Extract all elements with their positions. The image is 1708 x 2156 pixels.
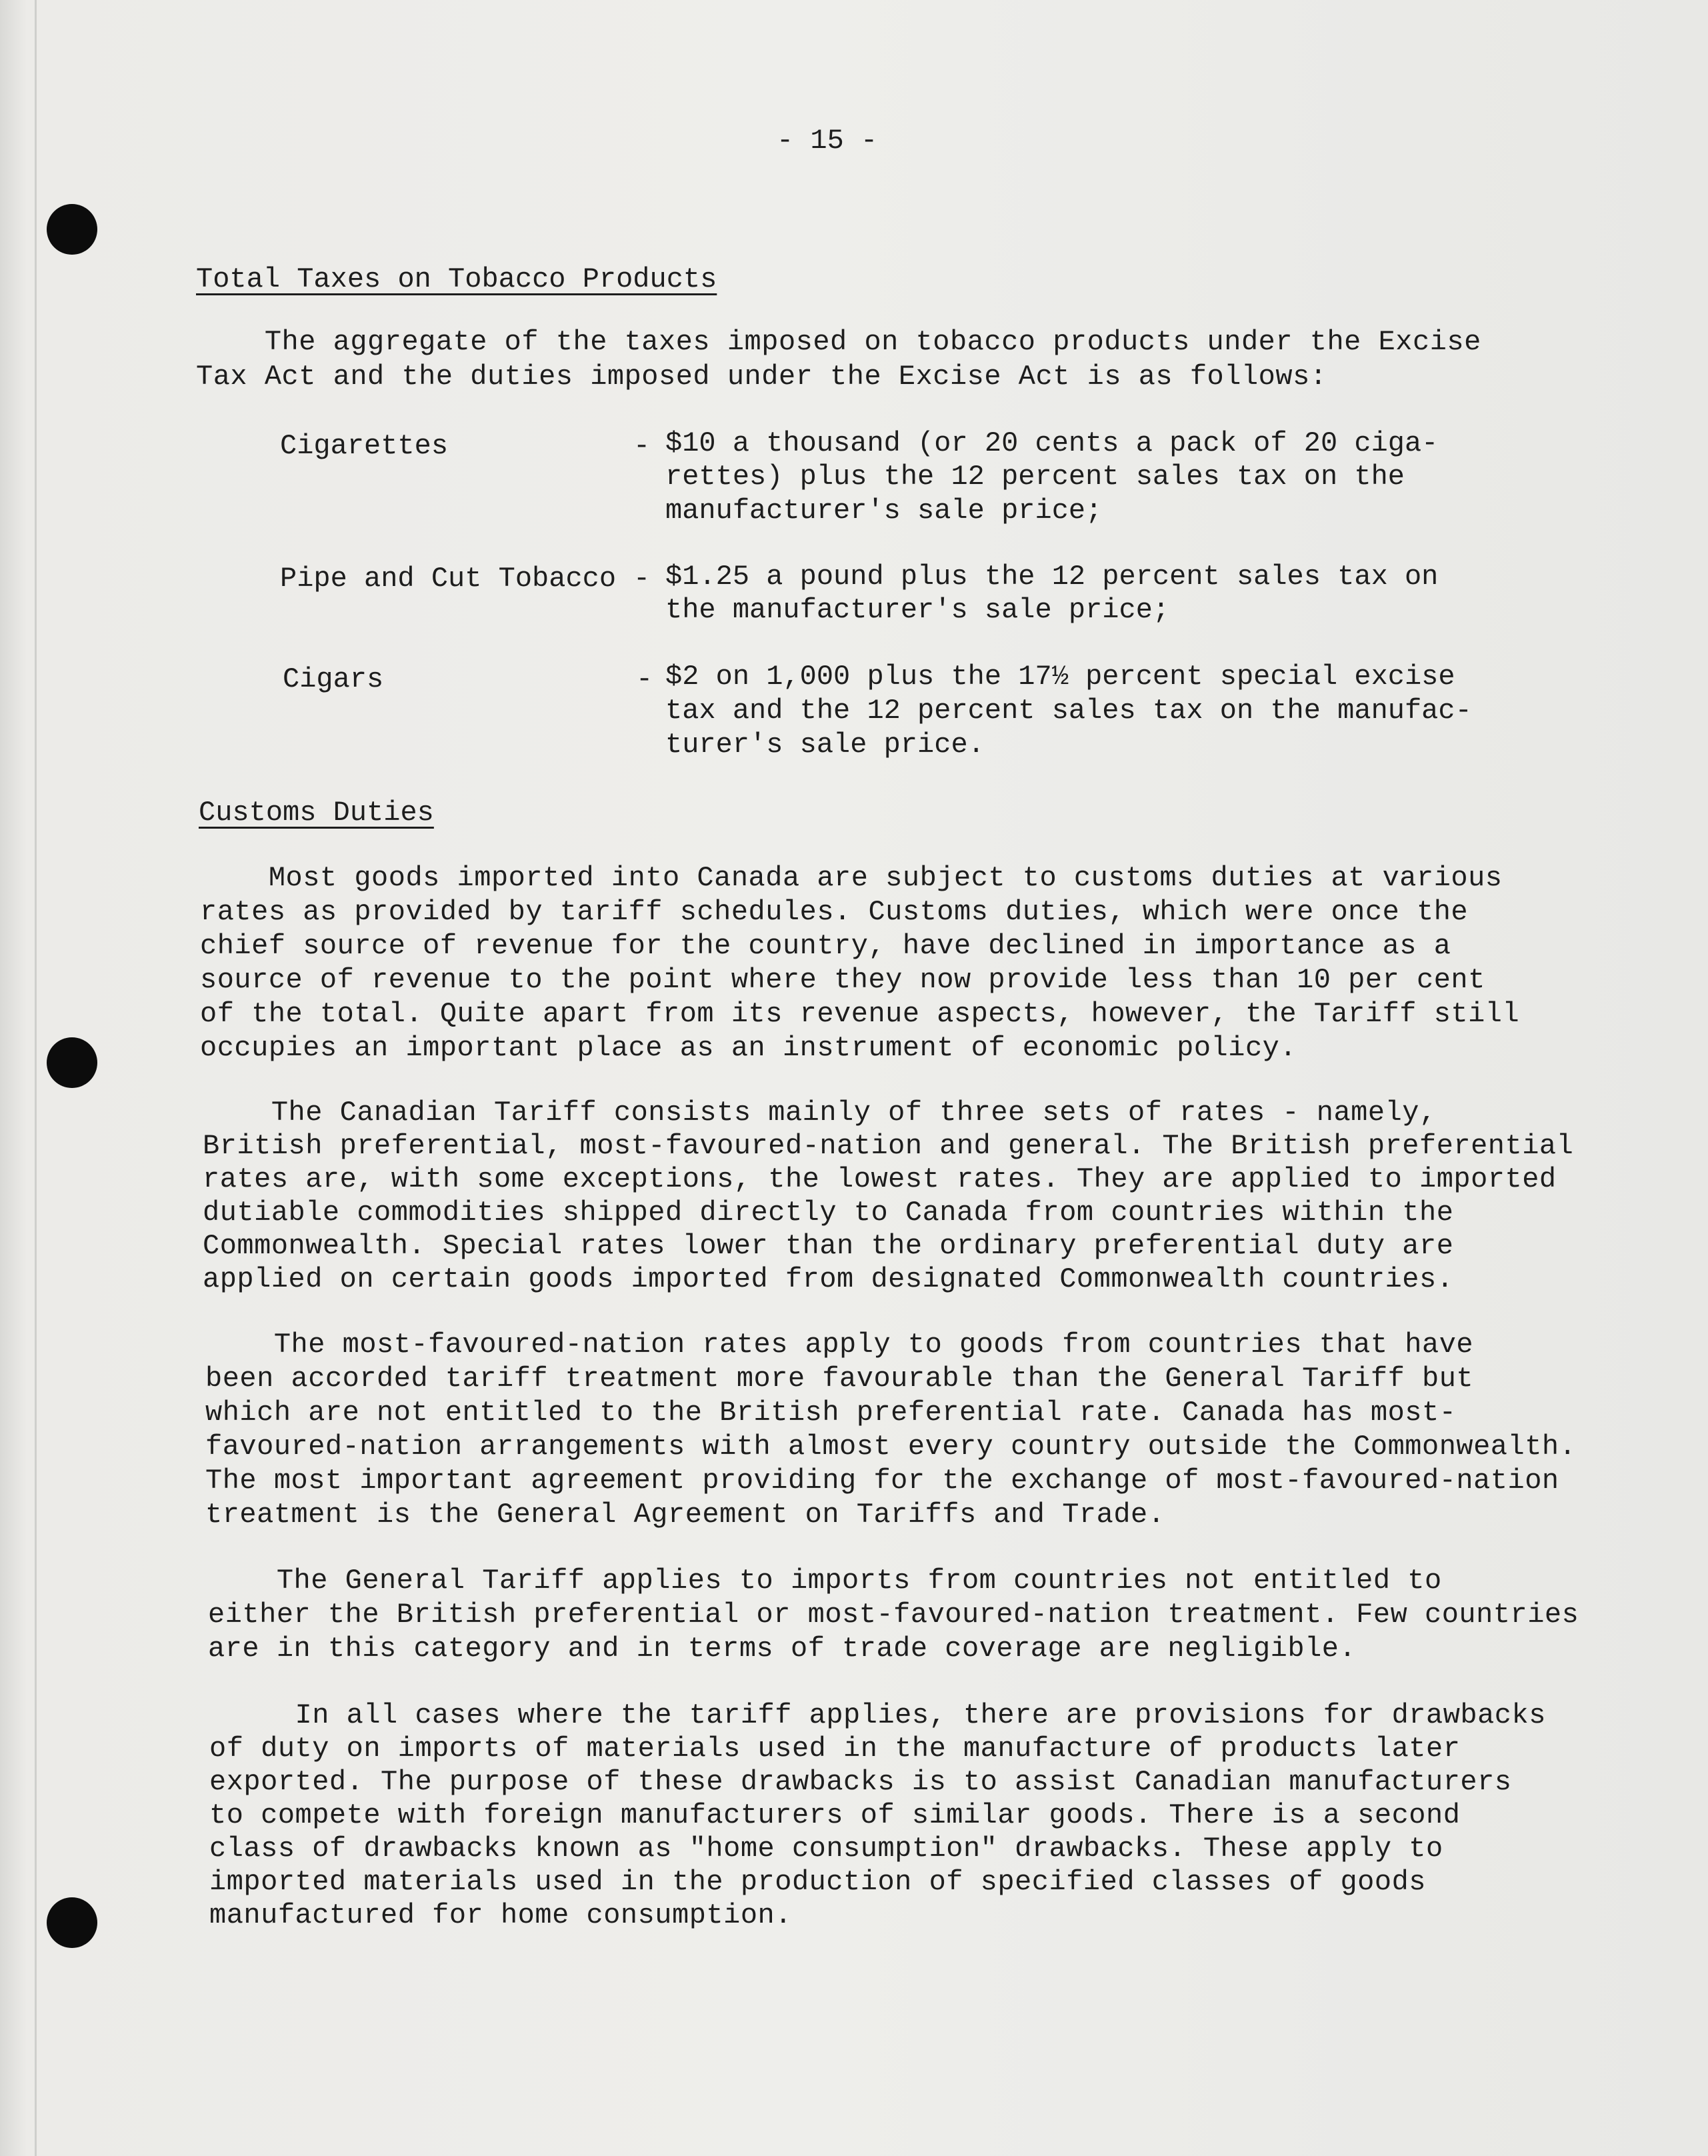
paragraph-line: of duty on imports of materials used in the manufacture of products later — [209, 1733, 1461, 1765]
paragraph-line: British preferential, most-favoured-nation and general. The British preferential — [203, 1130, 1574, 1162]
item-desc-line: $10 a thousand (or 20 cents a pack of 20 ciga- — [665, 427, 1439, 459]
paragraph-line: rates as provided by tariff schedules. Customs duties, which were once the — [200, 896, 1469, 928]
paragraph-line: class of drawbacks known as "home consumption" drawbacks. These apply to — [209, 1833, 1443, 1865]
paragraph-line: are in this category and in terms of trade coverage are negligible. — [208, 1633, 1357, 1665]
paragraph-line: which are not entitled to the British preferential rate. Canada has most- — [205, 1397, 1457, 1429]
item-desc-line: $2 on 1,000 plus the 17½ percent special excise — [665, 661, 1455, 693]
paragraph-line: The most-favoured-nation rates apply to goods from countries that have — [205, 1329, 1474, 1361]
paragraph-line: of the total. Quite apart from its revenue aspects, however, the Tariff still — [200, 998, 1520, 1030]
binder-hole-bottom — [47, 1897, 97, 1948]
item-desc-line: turer's sale price. — [665, 729, 985, 761]
tobacco-intro-line-2: Tax Act and the duties imposed under the Excise Act is as follows: — [196, 361, 1327, 393]
section-heading-customs: Customs Duties — [199, 797, 434, 829]
paragraph-line: chief source of revenue for the country, have declined in importance as a — [200, 930, 1451, 962]
paragraph-line: Commonwealth. Special rates lower than the ordinary preferential duty are — [203, 1230, 1454, 1262]
paragraph-line: either the British preferential or most-favoured-nation treatment. Few countries — [208, 1599, 1579, 1631]
item-desc-line: $1.25 a pound plus the 12 percent sales tax on — [665, 561, 1439, 593]
paragraph-line: In all cases where the tariff applies, there are provisions for drawbacks — [209, 1699, 1546, 1731]
paragraph-line: to compete with foreign manufacturers of similar goods. There is a second — [209, 1799, 1461, 1831]
paragraph-line: occupies an important place as an instrument of economic policy. — [200, 1032, 1297, 1064]
paragraph-line: exported. The purpose of these drawbacks is to assist Canadian manufacturers — [209, 1766, 1512, 1798]
item-desc-line: manufacturer's sale price; — [665, 495, 1103, 527]
paragraph-line: The most important agreement providing for the exchange of most-favoured-nation — [205, 1465, 1559, 1497]
paragraph-line: treatment is the General Agreement on Tariffs and Trade. — [205, 1499, 1165, 1531]
item-label-pipe-tobacco: Pipe and Cut Tobacco — [280, 563, 617, 595]
paragraph-line: Most goods imported into Canada are subject to customs duties at various — [200, 862, 1503, 894]
binder-hole-top — [47, 204, 97, 255]
item-label-cigarettes: Cigarettes — [280, 430, 449, 462]
paragraph-line: imported materials used in the production of specified classes of goods — [209, 1866, 1426, 1898]
paragraph-line: favoured-nation arrangements with almost every country outside the Commonwealth. — [205, 1431, 1577, 1463]
binder-hole-middle — [47, 1037, 97, 1088]
item-dash: - — [633, 430, 651, 462]
paragraph-line: source of revenue to the point where they now provide less than 10 per cent — [200, 964, 1485, 996]
paragraph-line: been accorded tariff treatment more favourable than the General Tariff but — [205, 1363, 1474, 1395]
paragraph-line: rates are, with some exceptions, the lowest rates. They are applied to imported — [203, 1163, 1557, 1195]
item-desc-line: rettes) plus the 12 percent sales tax on the — [665, 461, 1405, 493]
item-dash: - — [633, 563, 651, 595]
paragraph-line: applied on certain goods imported from designated Commonwealth countries. — [203, 1263, 1454, 1295]
paragraph-line: dutiable commodities shipped directly to Canada from countries within the — [203, 1197, 1454, 1229]
tobacco-intro-line-1: The aggregate of the taxes imposed on tobacco products under the Excise — [196, 326, 1481, 358]
page-number: - 15 - — [777, 125, 878, 157]
item-desc-line: tax and the 12 percent sales tax on the manufac- — [665, 695, 1472, 727]
paragraph-line: The General Tariff applies to imports from countries not entitled to — [208, 1565, 1442, 1597]
item-label-cigars: Cigars — [283, 663, 384, 695]
item-dash: - — [636, 663, 653, 695]
item-desc-line: the manufacturer's sale price; — [665, 594, 1170, 626]
section-heading-tobacco: Total Taxes on Tobacco Products — [196, 263, 717, 295]
paragraph-line: manufactured for home consumption. — [209, 1899, 792, 1931]
paragraph-line: The Canadian Tariff consists mainly of three sets of rates - namely, — [203, 1097, 1437, 1129]
page-edge-shadow — [35, 0, 37, 2156]
